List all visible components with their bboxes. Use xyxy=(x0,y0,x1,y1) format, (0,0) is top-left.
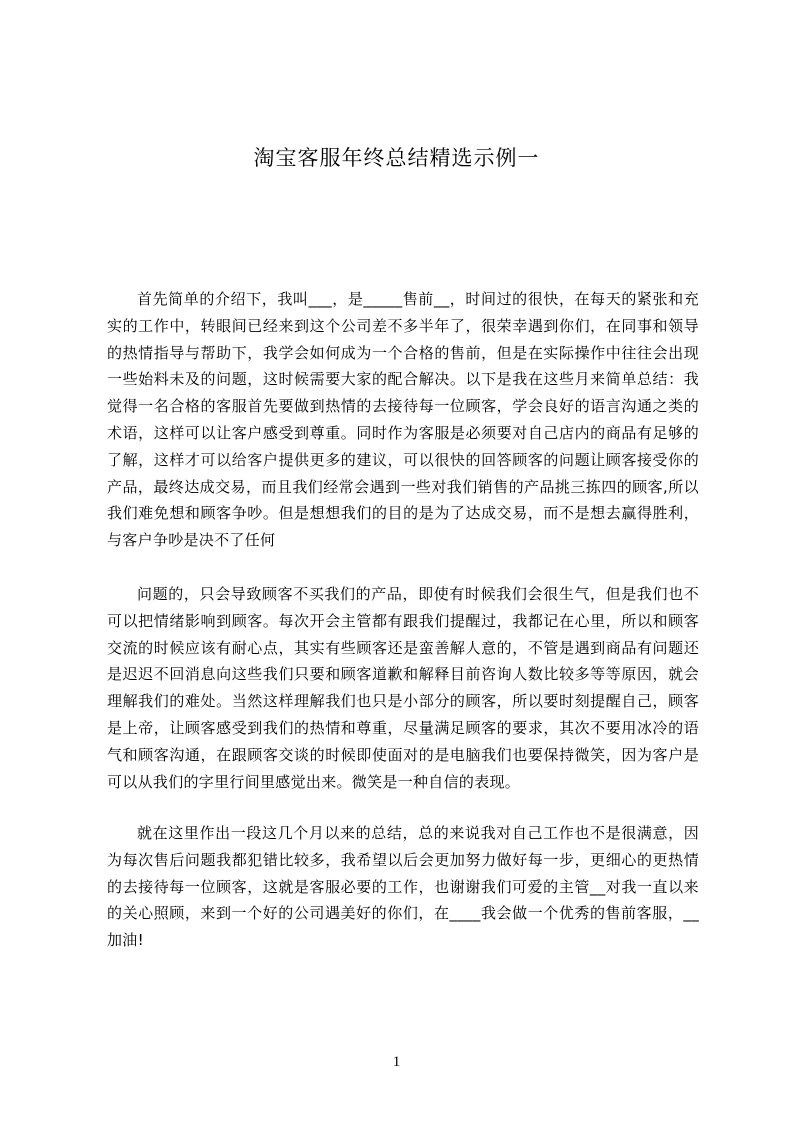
paragraph-introduction: 首先简单的介绍下，我叫___，是_____售前__，时间过的很快，在每天的紧张和充实的工作中，转眼间已经来到这个公司差不多半年了，很荣幸遇到你们，在同事和领导的热情指导与帮助下，我学会如何成为一个合格的售前，但是在实际操作中往往会出现一些始料未及的问题，这时候需要大家的配合解决。以下是我在这些月来简单总结：我觉得一名合格的客服首先要做到热情的去接待每一位顾客，学会良好的语言沟通之类的术语，这样可以让客户感受到尊重。同时作为客服是必须要对自己店内的商品有足够的了解，这样才可以给客户提供更多的建议，可以很快的回答顾客的问题让顾客接受你的产品，最终达成交易，而且我们经常会遇到一些对我们销售的产品挑三拣四的顾客,所以我们难免想和顾客争吵。但是想想我们的目的是为了达成交易，而不是想去赢得胜利，与客户争吵是决不了任何 xyxy=(107,290,699,550)
page-number: 1 xyxy=(392,1054,401,1070)
paragraph-customer-service: 问题的，只会导致顾客不买我们的产品，即使有时候我们会很生气，但是我们也不可以把情绪影响到顾客。每次开会主管都有跟我们提醒过，我都记在心里，所以和顾客交流的时候应该有耐心点，其实有些顾客还是蛮善解人意的，不管是遇到商品有问题还是迟迟不回消息向这些我们只要和顾客道歉和解释目前咨询人数比较多等等原因，就会理解我们的难处。当然这样理解我们也只是小部分的顾客，所以要时刻提醒自己，顾客是上帝，让顾客感受到我们的热情和尊重，尽量满足顾客的要求，其次不要用冰冷的语气和顾客沟通，在跟顾客交谈的时候即使面对的是电脑我们也要保持微笑，因为客户是可以从我们的字里行间里感觉出来。微笑是一种自信的表现。 xyxy=(107,585,699,791)
document-title: 淘宝客服年终总结精选示例一 xyxy=(253,146,540,170)
paragraph-conclusion: 就在这里作出一段这几个月以来的总结，总的来说我对自己工作也不是很满意，因为每次售后问题我都犯错比较多，我希望以后会更加努力做好每一步，更细心的更热情的去接待每一位顾客，这就是客服必要的工作，也谢谢我们可爱的主管__对我一直以来的关心照顾，来到一个好的公司遇美好的你们，在____我会做一个优秀的售前客服，__加油! xyxy=(107,824,699,950)
